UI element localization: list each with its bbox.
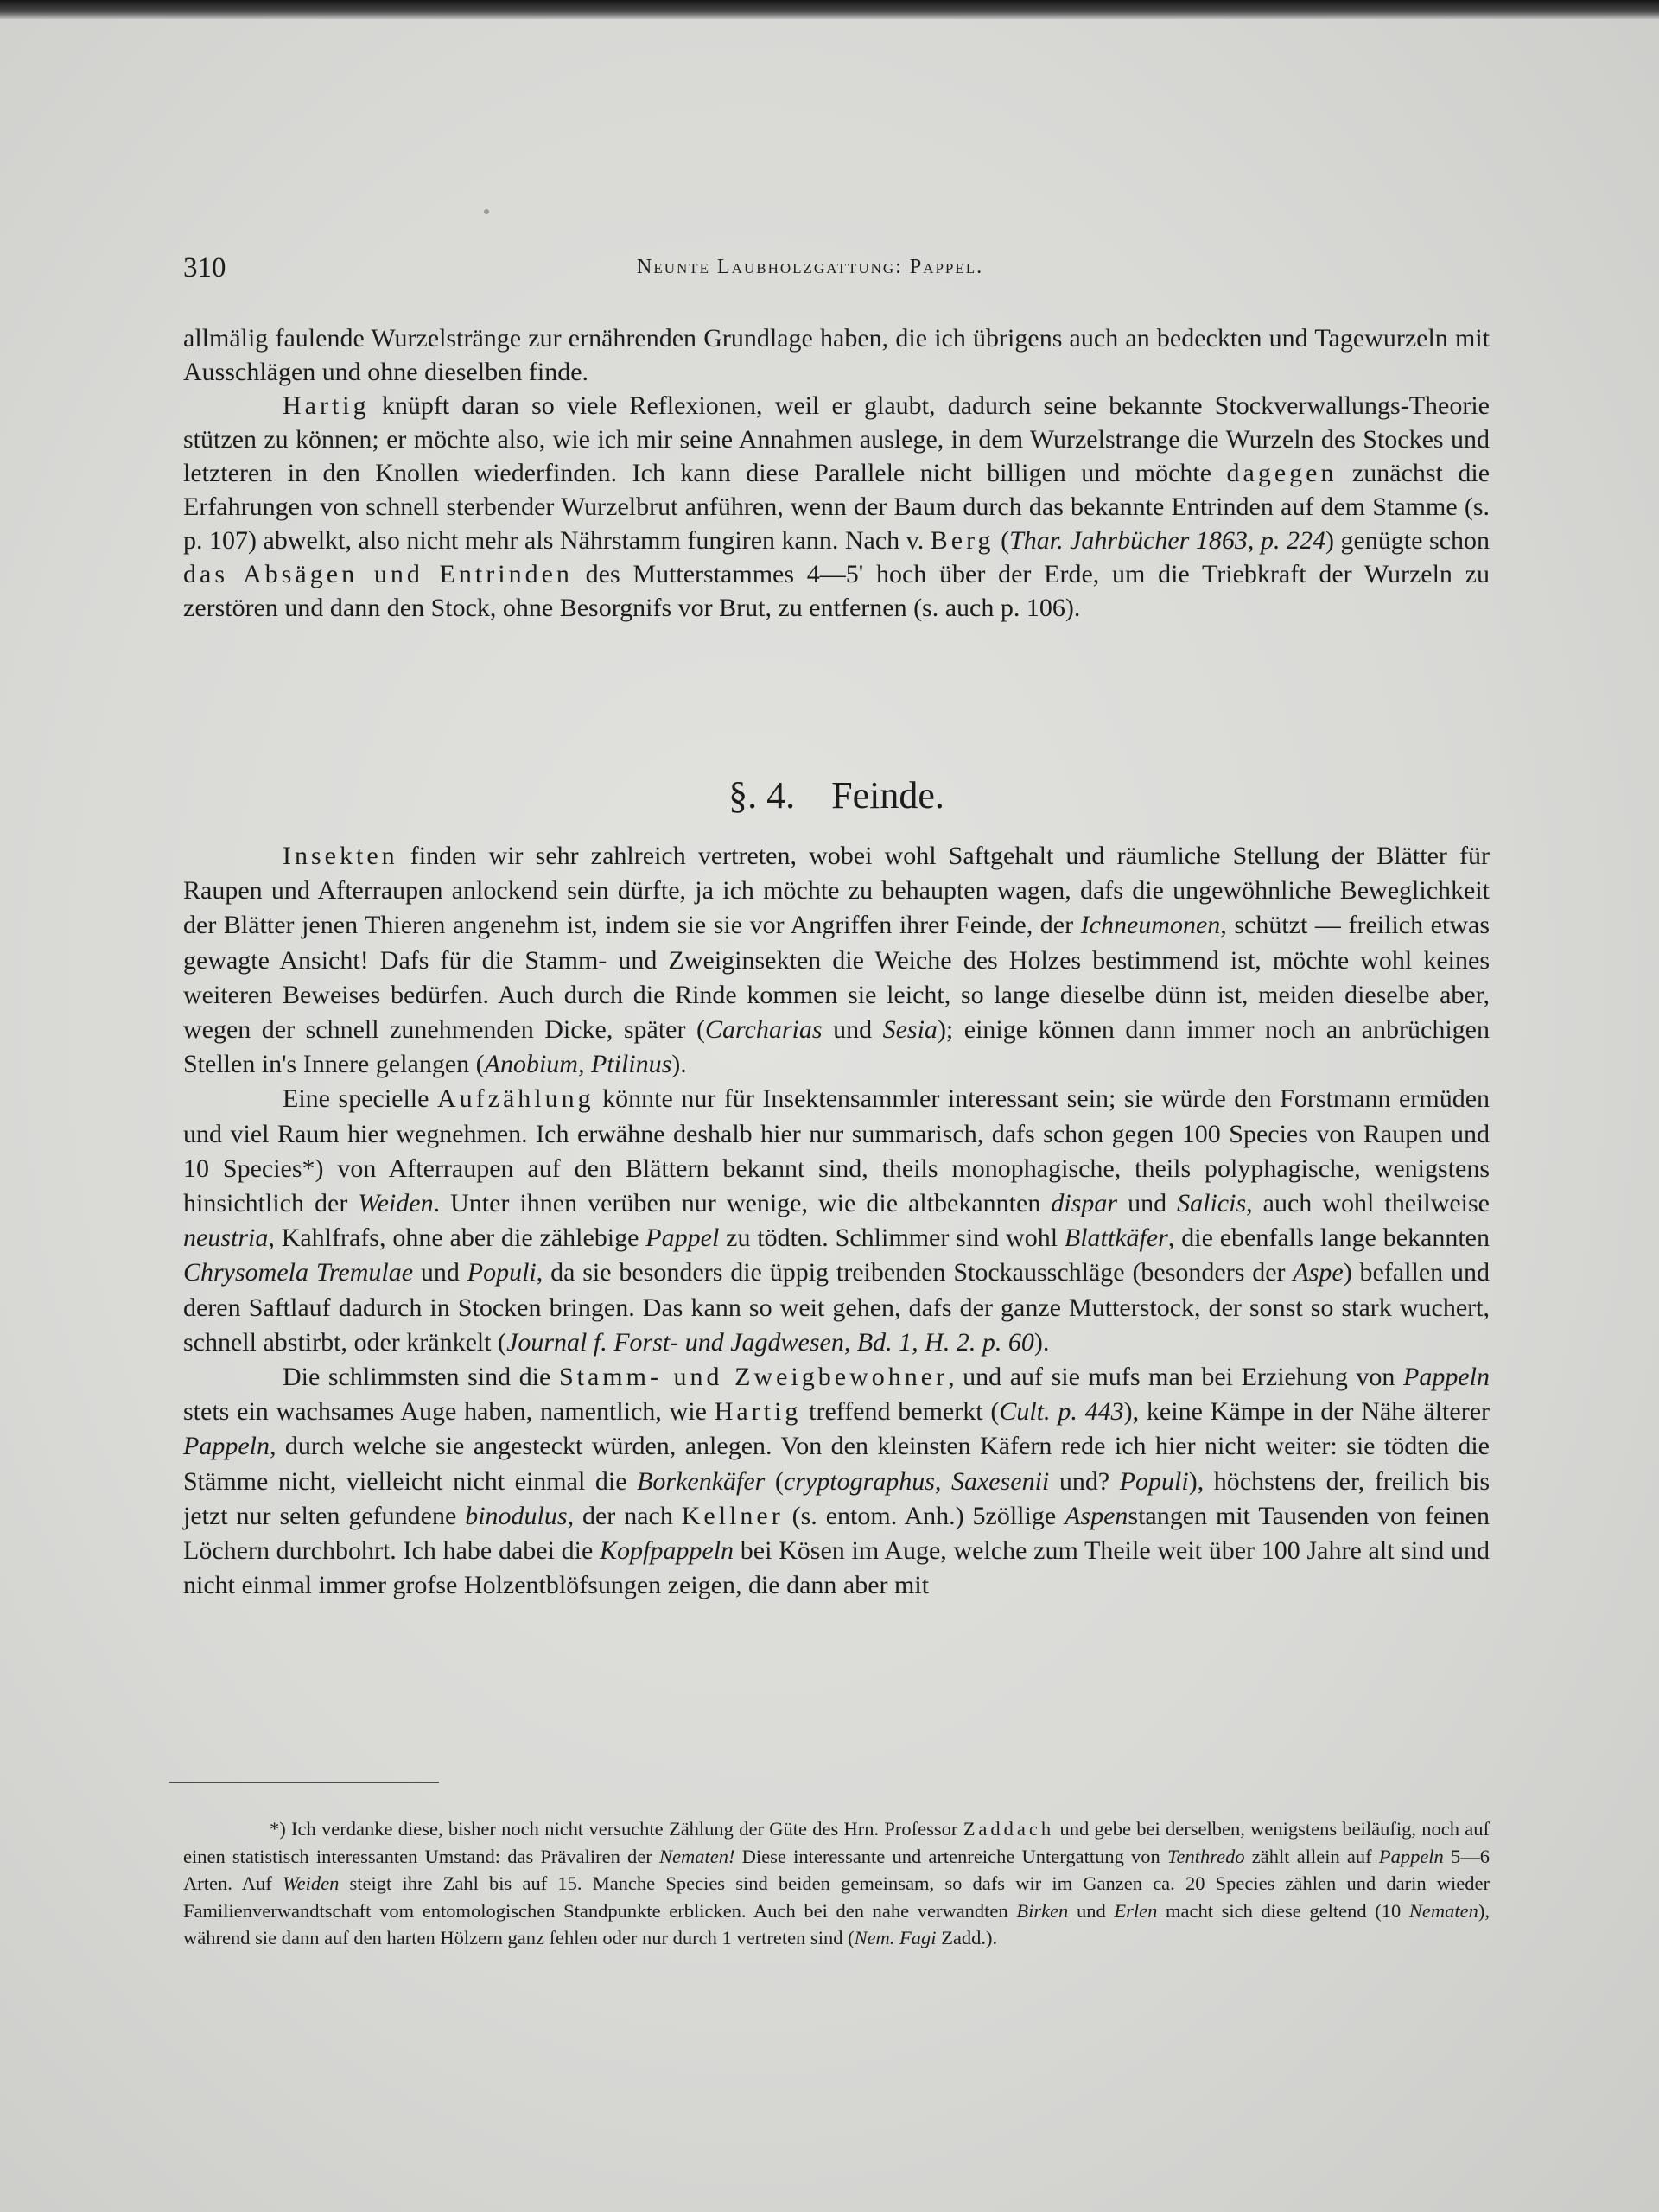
page-number: 310 <box>183 252 226 283</box>
intro-text <box>183 321 1490 625</box>
emphasis: Stamm- und Zweigbewohner <box>558 1363 949 1392</box>
author-name-zaddach: Zaddach <box>963 1818 1055 1840</box>
footnote-paragraph: *) Ich verdanke diese, bisher noch nicht versuchte Zählung der Güte des Hrn. Professor Zaddach und gebe bei derselben, wenigstens beiläufig, noch auf einen statistisch interessanten Umstand: das Prävaliren der Nematen! Diese interessante und artenreiche Untergattung von Tenthredo zählt allein auf Pappeln 5—6 Arten. Auf Weiden steigt ihre Zahl bis auf 15. Manche Species sind beiden gemeinsam, so dafs wir im Ganzen ca. 20 Species zählen und darin wieder Familienverwandtschaft vom entomologischen Standpunkte erblicken. Auch bei den nahe verwandten Birken und Erlen macht sich diese geltend (10 Nematen), während sie dann auf den harten Hölzern ganz fehlen oder nur durch 1 vertreten sind (Nem. Fagi Zadd.). <box>183 1818 1491 1948</box>
section-paragraph-3: Die schlimmsten sind die Stamm- und Zweigbewohner, und auf sie mufs man bei Erziehung von Pappeln stets ein wachsames Auge haben, namentlich, wie Hartig treffend bemerkt (Cult. p. 443), keine Kämpe in der Nähe älterer Pappeln, durch welche sie angesteckt würden, anlegen. Von den kleinsten Käfern rede ich hier nicht weiter: sie tödten die Stämme nicht, vielleicht nicht einmal die Borkenkäfer (cryptographus, Saxesenii und? Populi), höchstens der, freilich bis jetzt nur selten gefundene binodulus, der nach Kellner (s. entom. Anh.) 5zöllige Aspenstangen mit Tausenden von feinen Löchern durchbohrt. Ich habe dabei die Kopfpappeln bei Kösen im Auge, welche zum Theile weit über 100 Jahre alt sind und nicht einmal immer grofse Holzentblöfsungen zeigen, die dann aber mit <box>183 1363 1491 1600</box>
section-text <box>183 839 1490 1603</box>
scan-top-edge <box>0 0 1659 19</box>
intro-paragraph-2: Hartig knüpft daran so viele Reflexionen, weil er glaubt, dadurch seine bekannte Stockverwallungs-Theorie stützen zu können; er möchte also, wie ich mir seine Annahmen auslege, in dem Wurzelstrange die Wurzeln des Stockes und letzteren in den Knollen wiederfinden. Ich kann diese Parallele nicht billigen und möchte dagegen zunächst die Erfahrungen von schnell sterbender Wurzelbrut anführen, wenn der Baum durch das bekannte Entrinden auf dem Stamme (s. p. 107) abwelkt, also nicht mehr als Nährstamm fungiren kann. Nach v. Berg (Thar. Jahrbücher 1863, p. 224) genügte schon das Absägen und Entrinden des Mutterstammes 4—5' hoch über der Erde, um die Triebkraft der Wurzeln zu zerstören und dann den Stock, ohne Besorgnifs vor Brut, zu entfernen (s. auch p. 106). <box>183 391 1491 622</box>
footnote <box>183 1815 1490 1952</box>
author-name-hartig: Hartig <box>714 1397 802 1427</box>
intro-paragraph-1: allmälig faulende Wurzelstränge zur ernährenden Grundlage haben, die ich übrigens auch an bedeckten und Tagewurzeln mit Ausschlägen und ohne dieselben finde. <box>183 324 1490 386</box>
section-number: §. 4. <box>728 774 796 817</box>
section-heading <box>183 773 1490 817</box>
section-paragraph-2: Eine specielle Aufzählung könnte nur für Insektensammler interessant sein; sie würde den Forstmann ermüden und viel Raum hier wegnehmen. Ich erwähne deshalb hier nur summarisch, dafs schon gegen 100 Species von Raupen und 10 Species*) von Afterraupen auf den Blättern bekannt sind, theils monophagische, theils polyphagische, wenigstens hinsichtlich der Weiden. Unter ihnen verüben nur wenige, wie die altbekannten dispar und Salicis, auch wohl theilweise neustria, Kahlfrafs, ohne aber die zählebige Pappel zu tödten. Schlimmer sind wohl Blattkäfer, die ebenfalls lange bekannten Chrysomela Tremulae und Populi, da sie besonders die üppig treibenden Stockausschläge (besonders der Aspe) befallen und deren Saftlauf dadurch in Stocken bringen. Das kann so weit gehen, dafs der ganze Mutterstock, der sonst so stark wuchert, schnell abstirbt, oder kränkelt (Journal f. Forst- und Jagdwesen, Bd. 1, H. 2. p. 60). <box>183 1084 1491 1357</box>
emphasis: das Absägen und Entrinden <box>183 560 573 588</box>
scan-speck <box>484 209 489 214</box>
citation: Journal f. Forst- und Jagdwesen, Bd. 1, H. 2. p. 60 <box>506 1327 1034 1357</box>
author-name-hartig: Hartig <box>283 391 370 420</box>
section-paragraph-1: Insekten finden wir sehr zahlreich vertreten, wobei wohl Saftgehalt und räumliche Stellung der Blätter für Raupen und Afterraupen anlockend sein dürfte, ja ich möchte zu behaupten wagen, dafs die ungewöhnliche Beweglichkeit der Blätter jenen Thieren angenehm ist, indem sie sie vor Angriffen ihrer Feinde, der Ichneumonen, schützt — freilich etwas gewagte Ansicht! Dafs für die Stamm- und Zweiginsekten die Weiche des Holzes bestimmend ist, möchte wohl keines weiteren Beweises bedürfen. Auch durch die Rinde kommen sie leicht, so lange dieselbe dünn ist, meiden dieselbe aber, wegen der schnell zunehmenden Dicke, später (Carcharias und Sesia); einige können dann immer noch an anbrüchigen Stellen in's Innere gelangen (Anobium, Ptilinus). <box>183 842 1490 1079</box>
author-name-berg: Berg <box>930 526 995 555</box>
footnote-divider <box>169 1782 439 1783</box>
page-header <box>183 252 1488 287</box>
running-title: Neunte Laubholzgattung: Pappel. <box>637 256 984 278</box>
author-name-kellner: Kellner <box>681 1501 784 1530</box>
citation: Thar. Jahrbücher 1863, p. 224 <box>1009 526 1325 555</box>
emphasis: Insekten <box>283 842 398 870</box>
emphasis: Aufzählung <box>437 1084 594 1114</box>
citation: Cult. p. 443 <box>999 1397 1124 1427</box>
section-title: Feinde. <box>831 774 944 817</box>
